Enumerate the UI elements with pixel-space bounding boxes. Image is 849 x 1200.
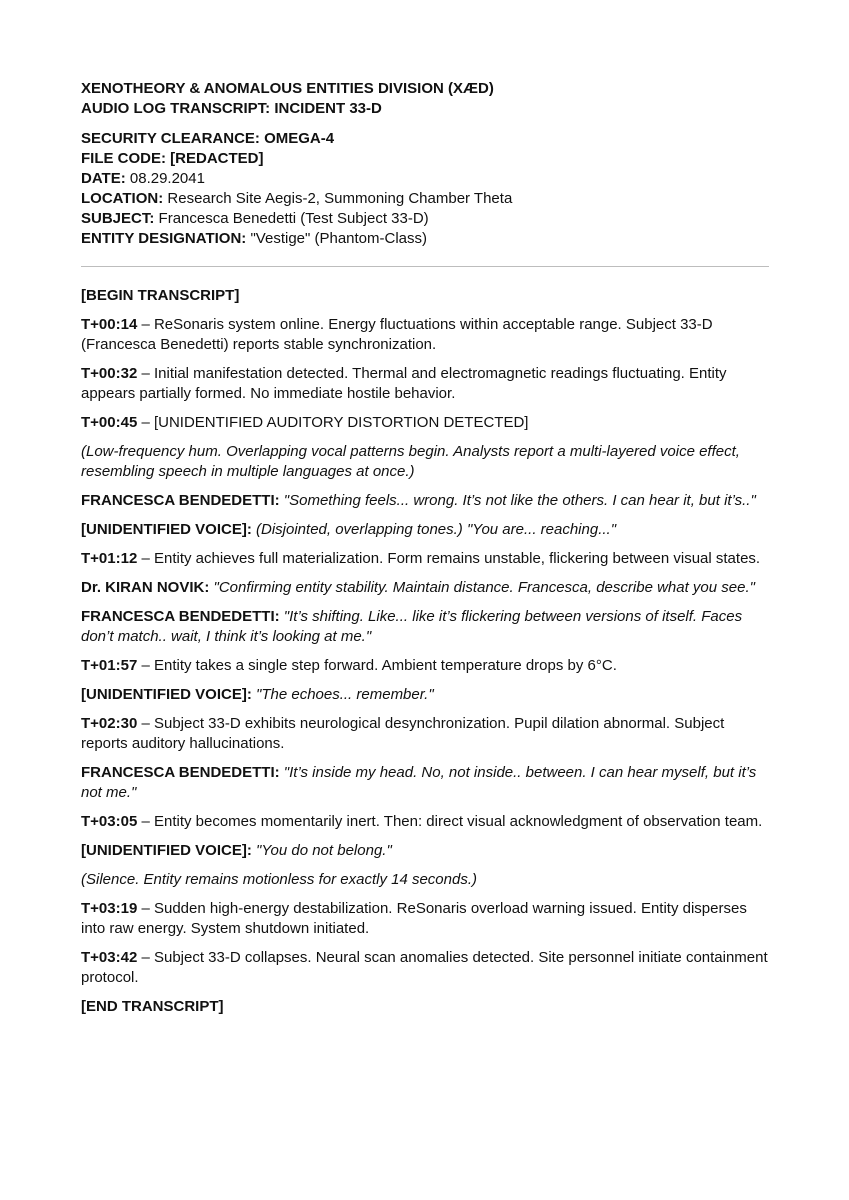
entity-label: ENTITY DESIGNATION:: [81, 230, 247, 247]
location-label: LOCATION:: [81, 190, 164, 207]
date-value: 08.29.2041: [129, 170, 205, 187]
entry-quote: (Silence. Entity remains motionless for exactly 14 seconds.): [81, 871, 477, 888]
entry-label: T+03:05: [81, 813, 138, 830]
transcript-entries: [81, 315, 771, 988]
entry-label: FRANCESCA BENDEDETTI:: [81, 764, 280, 781]
transcript-entry: [81, 315, 771, 355]
entry-label: [UNIDENTIFIED VOICE]:: [81, 686, 252, 703]
end-transcript-marker: [END TRANSCRIPT]: [81, 998, 224, 1015]
section-divider: [81, 266, 769, 267]
entry-quote: "The echoes... remember.": [251, 686, 434, 703]
transcript-entry: [81, 841, 771, 861]
transcript-entry: [81, 656, 771, 676]
date-label: DATE:: [81, 170, 126, 187]
transcript-entry: [81, 763, 771, 803]
metadata-block: [81, 129, 771, 249]
entry-text: – Subject 33-D exhibits neurological desynchronization. Pupil dilation abnormal. Subject reports auditory hallucinations.: [81, 715, 725, 752]
transcript-entry: [81, 714, 771, 754]
entry-text: – Subject 33-D collapses. Neural scan anomalies detected. Site personnel initiate containment protocol.: [81, 949, 768, 986]
entity-row: [81, 229, 771, 249]
document-body: [81, 79, 771, 1017]
entry-text: – Initial manifestation detected. Thermal and electromagnetic readings fluctuating. Entity appears partially formed. No immediate hostile behavior.: [81, 365, 727, 402]
entry-label: [UNIDENTIFIED VOICE]:: [81, 842, 252, 859]
entity-value: "Vestige" (Phantom-Class): [250, 230, 428, 247]
entry-quote: "Confirming entity stability. Maintain distance. Francesca, describe what you see.": [209, 579, 755, 596]
transcript-entry: [81, 442, 771, 482]
entry-label: T+03:19: [81, 900, 138, 917]
transcript-entry: [81, 364, 771, 404]
subject-label: SUBJECT:: [81, 210, 155, 227]
entry-quote: "It’s inside my head. No, not inside.. between. I can hear myself, but it’s not me.": [81, 764, 757, 801]
entry-text: – Entity achieves full materialization. Form remains unstable, flickering between visual states.: [137, 550, 761, 567]
entry-label: FRANCESCA BENDEDETTI:: [81, 608, 280, 625]
entry-label: T+00:32: [81, 365, 138, 382]
transcript-entry: [81, 413, 771, 433]
entry-label: T+01:57: [81, 657, 138, 674]
entry-label: T+01:12: [81, 550, 138, 567]
entry-label: T+03:42: [81, 949, 138, 966]
entry-text: – Entity takes a single step forward. Ambient temperature drops by 6°C.: [137, 657, 617, 674]
entry-text: – Entity becomes momentarily inert. Then: direct visual acknowledgment of observation team.: [137, 813, 763, 830]
entry-text: – Sudden high-energy destabilization. ReSonaris overload warning issued. Entity disperses into raw energy. System shutdown initiated.: [81, 900, 747, 937]
transcript-entry: [81, 899, 771, 939]
date-row: [81, 169, 771, 189]
file-code: FILE CODE: [REDACTED]: [81, 150, 264, 167]
entry-text: – ReSonaris system online. Energy fluctuations within acceptable range. Subject 33-D (Francesca Benedetti) reports stable synchronization.: [81, 316, 713, 353]
transcript-title: AUDIO LOG TRANSCRIPT: INCIDENT 33-D: [81, 100, 382, 117]
begin-transcript-marker: [BEGIN TRANSCRIPT]: [81, 287, 240, 304]
entry-quote: "Something feels... wrong. It’s not like the others. I can hear it, but it’s..": [279, 492, 756, 509]
transcript-entry: [81, 870, 771, 890]
entry-quote: "You do not belong.": [251, 842, 392, 859]
transcript-entry: [81, 607, 771, 647]
subject-value: Francesca Benedetti (Test Subject 33-D): [158, 210, 429, 227]
entry-label: T+02:30: [81, 715, 138, 732]
entry-label: Dr. KIRAN NOVIK:: [81, 579, 210, 596]
entry-label: [UNIDENTIFIED VOICE]:: [81, 521, 252, 538]
security-clearance: SECURITY CLEARANCE: OMEGA-4: [81, 130, 335, 147]
transcript-entry: [81, 578, 771, 598]
transcript-entry: [81, 491, 771, 511]
location-value: Research Site Aegis-2, Summoning Chamber Theta: [167, 190, 513, 207]
entry-quote: (Low-frequency hum. Overlapping vocal patterns begin. Analysts report a multi-layered voice effect, resembling speech in multiple languages at once.): [81, 443, 740, 480]
entry-quote: (Disjointed, overlapping tones.) "You are... reaching...": [251, 521, 617, 538]
entry-quote: "It’s shifting. Like... like it’s flickering between versions of itself. Faces don’t match.. wait, I think it’s looking at me.": [81, 608, 743, 645]
entry-text: – [UNIDENTIFIED AUDITORY DISTORTION DETECTED]: [137, 414, 529, 431]
subject-row: [81, 209, 771, 229]
transcript-entry: [81, 549, 771, 569]
location-row: [81, 189, 771, 209]
transcript-entry: [81, 812, 771, 832]
entry-label: FRANCESCA BENDEDETTI:: [81, 492, 280, 509]
entry-label: T+00:14: [81, 316, 138, 333]
transcript-entry: [81, 520, 771, 540]
transcript-entry: [81, 948, 771, 988]
entry-label: T+00:45: [81, 414, 138, 431]
division-title: XENOTHEORY & ANOMALOUS ENTITIES DIVISION (XÆD): [81, 80, 494, 97]
transcript-entry: [81, 685, 771, 705]
